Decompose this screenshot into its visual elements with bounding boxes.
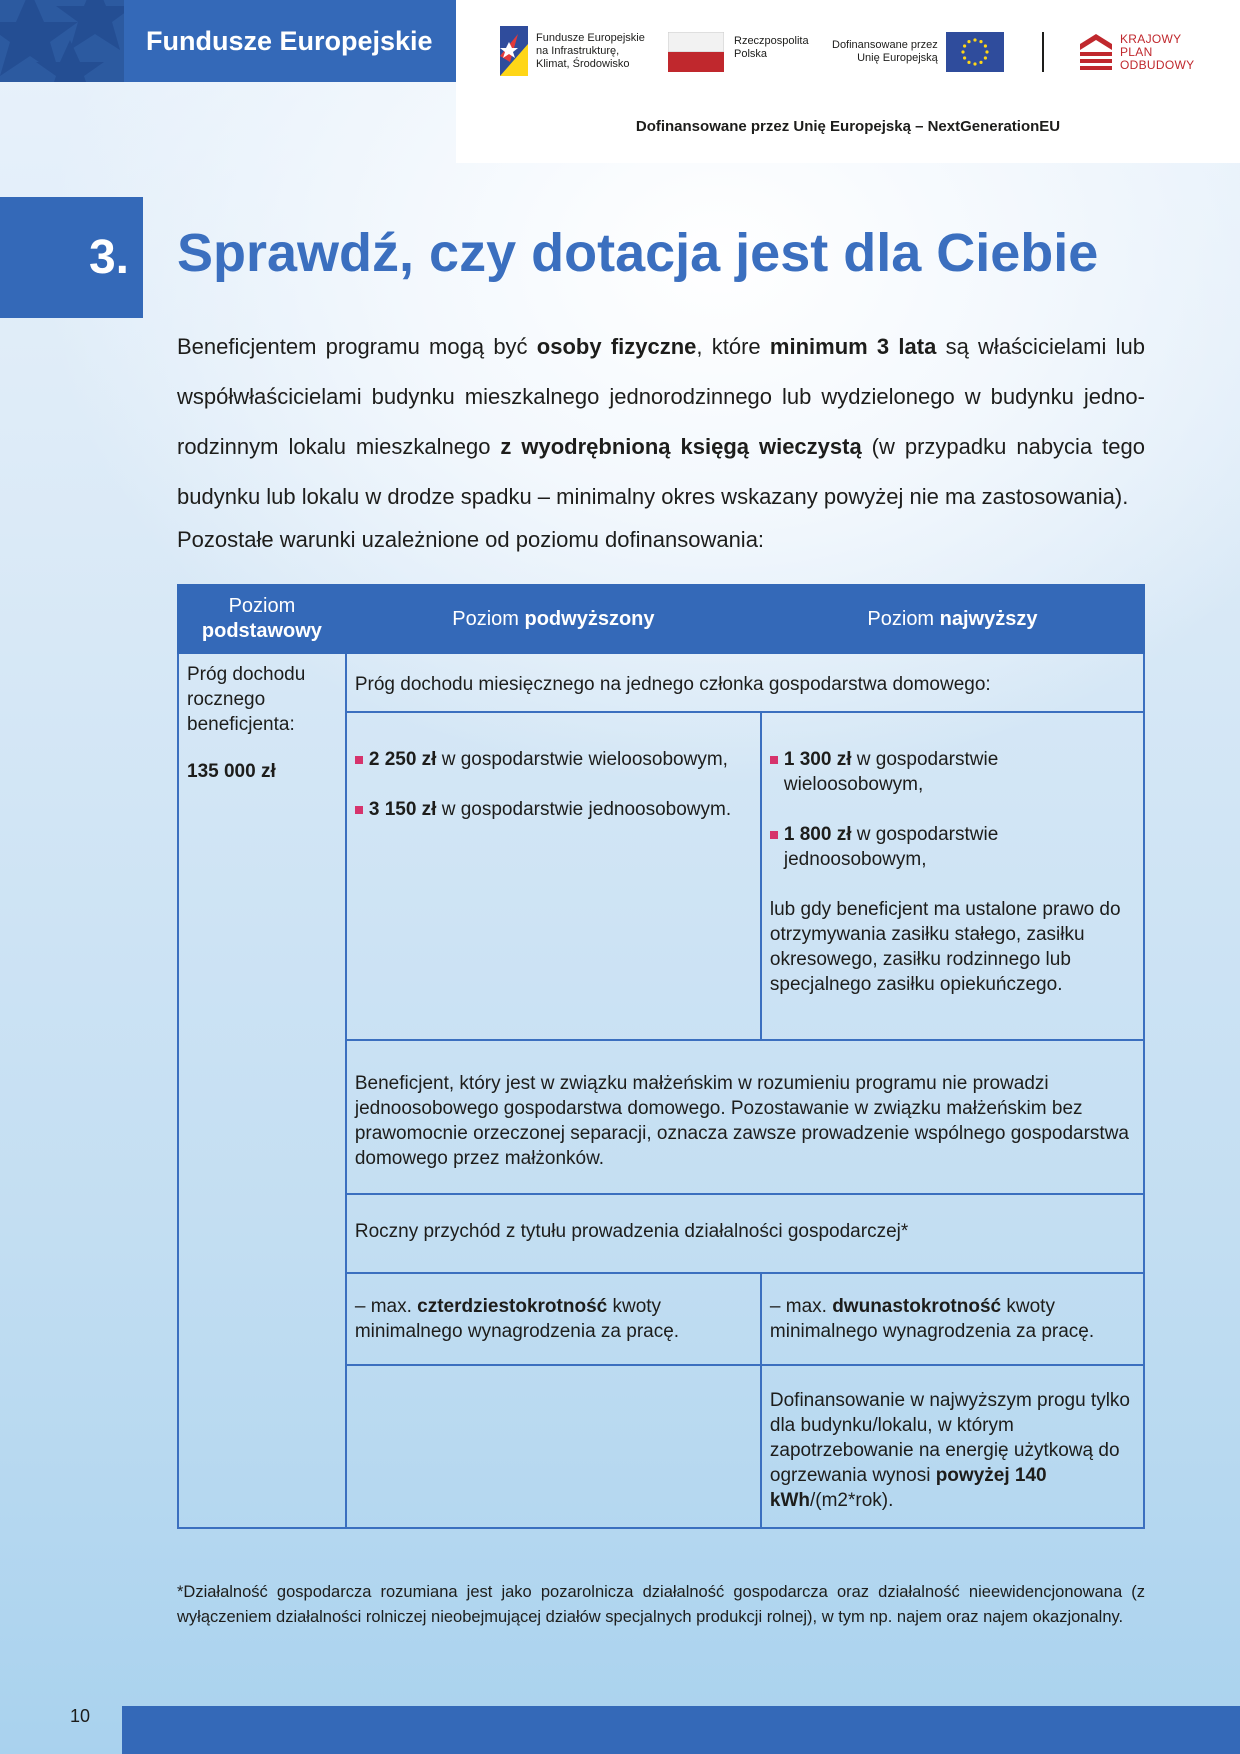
intro-bold: minimum 3 lata (769, 334, 937, 359)
page-title: Sprawdź, czy dotacja jest dla Ciebie (177, 223, 1099, 283)
intro-text: są właścicielami lub współwłaścicielami budynku mieszkalnego jednorodzinnego lub wydzielonego w budynku jednorodzinnym lokalu mieszkalnego (177, 334, 1145, 459)
cell-text: – max. (769, 1296, 833, 1317)
intro-bold: osoby fizyczne (536, 334, 697, 359)
amount-desc: w gospodarstwie jednoosobowym, (783, 824, 999, 870)
footnote: *Działalność gospodarcza rozumiana jest jako pozarolnicza działalność gospodarcza oraz działalność nieewidencjonowana (z wyłączeniem działalności rolniczej nieobejmującej działów specjalnych produkcji rolnej), w tym np. najem oraz najem okazjonalny. (177, 1583, 1145, 1626)
table-header-row (178, 585, 1144, 653)
header-raised (346, 585, 761, 653)
monthly-label-cell: Próg dochodu miesięcznego na jednego członka gospodarstwa domowego: (346, 653, 1144, 712)
amount-desc: w gospodarstwie jednoosobowym. (436, 799, 732, 820)
table-row (178, 653, 1144, 712)
eu-logo-text: Dofinansowane przez Unię Europejską (832, 39, 938, 64)
cell-text: kwoty minimalnego wynagrodzenia za pracę. (769, 1296, 1095, 1342)
intro-text: Beneficjentem programu mogą być (177, 334, 537, 359)
eu-stars-decoration (0, 0, 124, 82)
cell-text: kwoty minimalnego wynagrodzenia za pracę. (354, 1296, 680, 1342)
kpo-logo (1078, 32, 1194, 72)
amount: 3 150 zł (368, 799, 437, 820)
raised-thresholds-cell (346, 712, 761, 1040)
highest-thresholds-cell (761, 712, 1144, 1040)
header-highest (761, 585, 1144, 653)
rp-logo (668, 32, 809, 72)
list-item (770, 822, 1135, 872)
amount: 2 250 zł (368, 749, 437, 770)
logo-panel (456, 0, 1240, 163)
energy-cell (761, 1365, 1144, 1528)
intro-text: (w przypadku nabycia tego budynku lub lokalu w drodze spadku – minimalny okres wskazany powyżej nie ma zastosowania). (177, 434, 1145, 509)
list-item (770, 747, 1135, 797)
remaining-conditions: Pozostałe warunki uzależnione od poziomu dofinansowania: (177, 527, 765, 552)
eligibility-table (177, 584, 1145, 1529)
basic-value: 135 000 zł (187, 761, 276, 782)
header-basic (178, 585, 346, 653)
header-text: Poziom (452, 607, 525, 630)
cell-bold: czterdziestokrotność (417, 1296, 608, 1317)
marriage-note-cell: Beneficjent, który jest w związku małżeńskim w rozumieniu programu nie prowadzi jednoosobowego gospodarstwa domowego. Pozostawanie w związku małżeńskim bez prawomocnie orzeczonej separacji, oznacza zawsze prowadzenie wspólnego gospodarstwa domowego przez małżonków. (346, 1040, 1144, 1194)
stars-icon (0, 0, 124, 82)
cell-text: – max. (354, 1296, 418, 1317)
brand-title: Fundusze Europejskie (124, 0, 456, 82)
header-bold: najwyższy (939, 607, 1038, 630)
raised-business-cell (346, 1273, 761, 1365)
eu-flag-icon (946, 32, 1004, 72)
amount-desc: w gospodarstwie wieloosobowym, (436, 749, 728, 770)
cell-text: Dofinansowanie w najwyższym progu tylko dla budynku/lokalu, w którym zapotrzebowanie na energię użytkową do ogrzewania wynosi (769, 1390, 1130, 1486)
bottom-bar (122, 1706, 1240, 1754)
list-item (355, 747, 752, 772)
kpo-icon (1078, 32, 1114, 72)
intro-text: , które (696, 334, 770, 359)
feis-logo (500, 26, 645, 76)
rp-logo-text: Rzeczpospolita Polska (734, 35, 809, 60)
cell-bold: powyżej 140 kWh (769, 1465, 1047, 1511)
feis-logo-text: Fundusze Europejskie na Infrastrukturę, Klimat, Środowisko (536, 31, 645, 70)
allowance-note: lub gdy beneficjent ma ustalone prawo do otrzymywania zasiłku stałego, zasiłku okresowego, zasiłku rodzinnego lub specjalnego zasiłku opiekuńczego. (769, 899, 1121, 995)
basic-cell (178, 653, 346, 1528)
intro-bold: z wyodrębnioną księgą wieczystą (500, 434, 862, 459)
cell-text: /(m2*rok). (810, 1490, 894, 1511)
basic-label: Próg dochodu rocznego beneficjenta: (187, 664, 306, 735)
feis-flag-icon (500, 26, 528, 76)
page-number: 10 (70, 1706, 91, 1726)
header-bold: podstawowy (201, 620, 322, 642)
empty-cell (346, 1365, 761, 1528)
header-bold: podwyższony (524, 607, 655, 630)
header-text: Poziom (867, 607, 940, 630)
amount: 1 300 zł (783, 749, 852, 770)
highest-business-cell (761, 1273, 1144, 1365)
intro-paragraph (177, 322, 1145, 522)
ngeu-caption: Dofinansowane przez Unię Europejską – NextGenerationEU (635, 118, 1061, 135)
list-item (355, 797, 752, 822)
logo-divider (1042, 32, 1044, 72)
eu-logo (832, 32, 1004, 72)
amount-desc: w gospodarstwie wieloosobowym, (783, 749, 999, 795)
section-number: 3. (0, 197, 143, 318)
header-text: Poziom (228, 595, 296, 617)
business-label-cell: Roczny przychód z tytułu prowadzenia działalności gospodarczej* (346, 1194, 1144, 1273)
amount: 1 800 zł (783, 824, 852, 845)
kpo-logo-text: KRAJOWY PLAN ODBUDOWY (1120, 31, 1195, 72)
cell-bold: dwunastokrotność (832, 1296, 1002, 1317)
polish-flag-icon (668, 32, 724, 72)
